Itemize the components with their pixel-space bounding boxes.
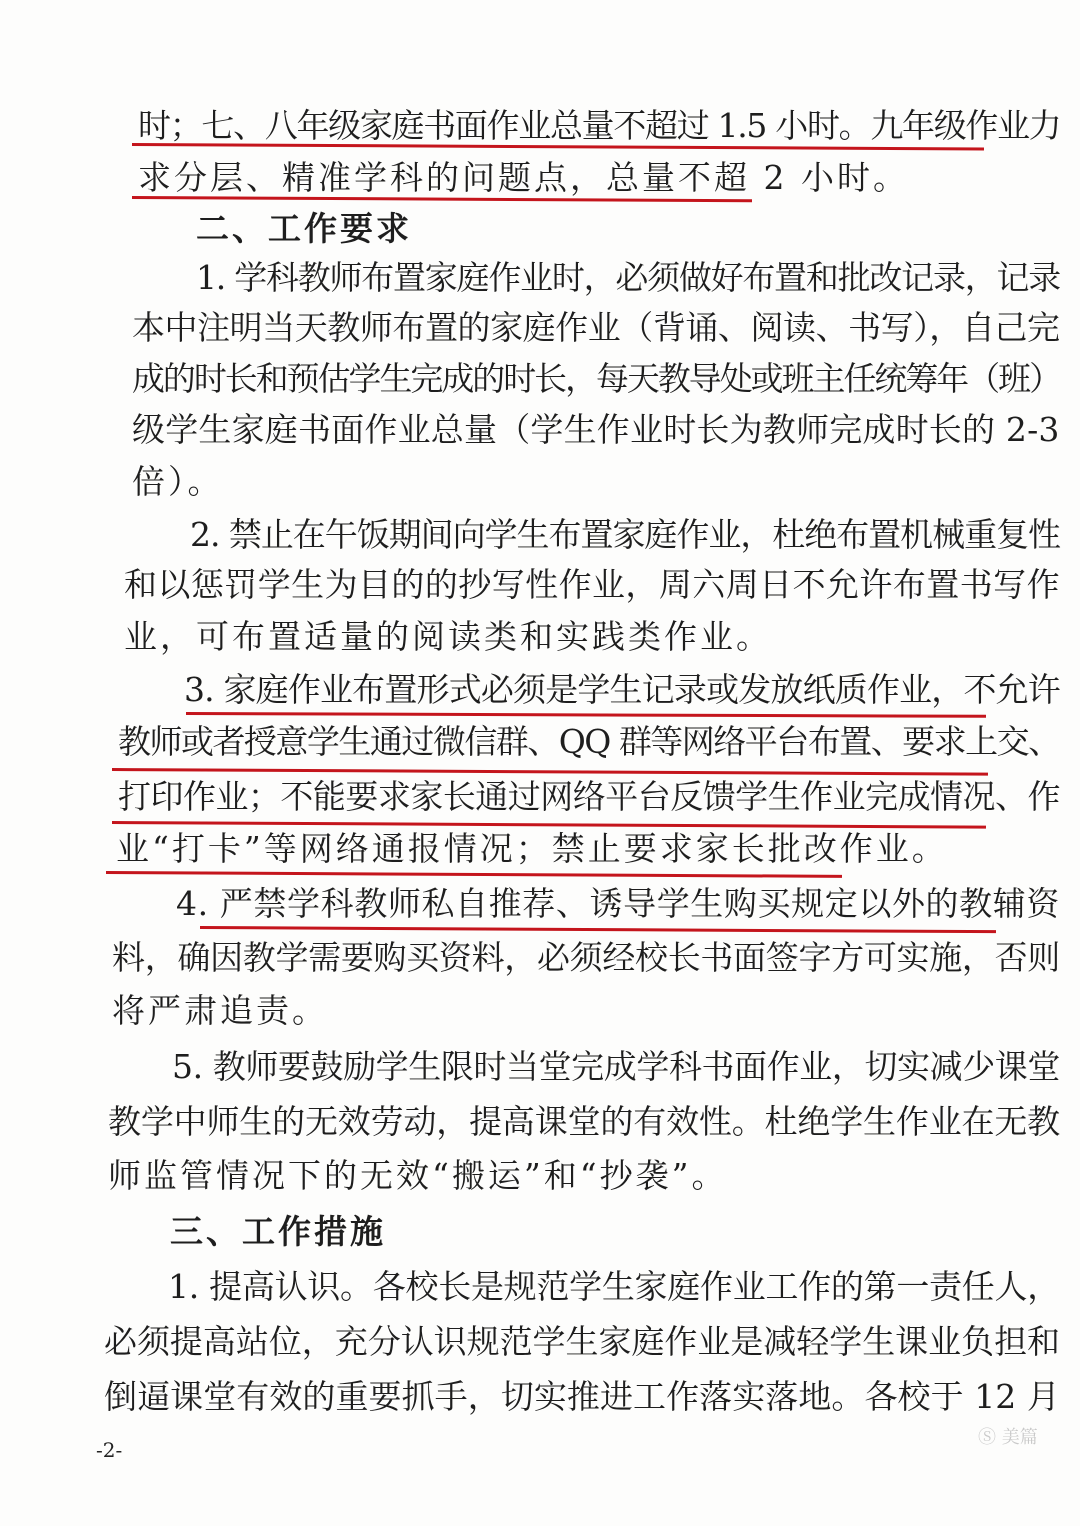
text-line: 成的时长和预估学生完成的时长，每天教导处或班主任统筹年（班） xyxy=(132,359,1060,398)
text-line: 教学中师生的无效劳动，提高课堂的有效性。杜绝学生作业在无教 xyxy=(108,1102,1061,1141)
text-line: 3. 家庭作业布置形式必须是学生记录或发放纸质作业，不允许 xyxy=(184,670,1060,709)
text-line: 倍）。 xyxy=(132,462,224,501)
text-line: 倒逼课堂有效的重要抓手，切实推进工作落实落地。各校于 12 月 xyxy=(104,1377,1060,1416)
text-line: 业“打卡”等网络通报情况；禁止要求家长批改作业。 xyxy=(116,829,948,868)
red-underline xyxy=(200,926,996,933)
watermark-logo xyxy=(978,1423,1038,1449)
page-number: -2- xyxy=(96,1438,123,1462)
text-line: 和以惩罚学生为目的的抄写性作业，周六周日不允许布置书写作 xyxy=(124,565,1060,604)
text-line: 1. 提高认识。各校长是规范学生家庭作业工作的第一责任人， xyxy=(168,1267,1060,1306)
text-line: 必须提高站位，充分认识规范学生家庭作业是减轻学生课业负担和 xyxy=(104,1322,1061,1361)
text-line: 打印作业；不能要求家长通过网络平台反馈学生作业完成情况、作 xyxy=(118,777,1061,816)
text-line: 教师或者授意学生通过微信群、QQ 群等网络平台布置、要求上交、 xyxy=(118,722,1060,761)
red-underline xyxy=(106,871,842,878)
text-line: 4. 严禁学科教师私自推荐、诱导学生购买规定以外的教辅资 xyxy=(176,884,1060,923)
red-underline xyxy=(186,712,986,718)
text-line: 料，确因教学需要购买资料，必须经校长书面签字方可实施，否则 xyxy=(112,938,1061,977)
text-line: 2. 禁止在午饭期间向学生布置家庭作业，杜绝布置机械重复性 xyxy=(190,515,1060,554)
text-line: 师监管情况下的无效“搬运”和“抄袭”。 xyxy=(108,1156,728,1195)
text-line: 级学生家庭书面作业总量（学生作业时长为教师完成时长的 2-3 xyxy=(132,410,1060,449)
text-line: 时；七、八年级家庭书面作业总量不超过 1.5 小时。九年级作业力 xyxy=(138,106,1061,145)
section-heading: 三、工作措施 xyxy=(170,1212,386,1251)
section-heading: 二、工作要求 xyxy=(196,209,412,248)
text-line: 本中注明当天教师布置的家庭作业（背诵、阅读、书写），自己完 xyxy=(132,308,1060,347)
watermark-icon: Ⓢ xyxy=(978,1427,996,1448)
text-line: 1. 学科教师布置家庭作业时，必须做好布置和批改记录，记录 xyxy=(196,258,1060,297)
text-line: 求分层、精准学科的问题点，总量不超 2 小时。 xyxy=(138,158,909,197)
text-line: 业，可布置适量的阅读类和实践类作业。 xyxy=(124,617,772,656)
watermark-text: 美篇 xyxy=(1001,1427,1038,1448)
text-line: 将严肃追责。 xyxy=(112,991,328,1030)
text-line: 5. 教师要鼓励学生限时当堂完成学科书面作业，切实减少课堂 xyxy=(172,1047,1060,1086)
